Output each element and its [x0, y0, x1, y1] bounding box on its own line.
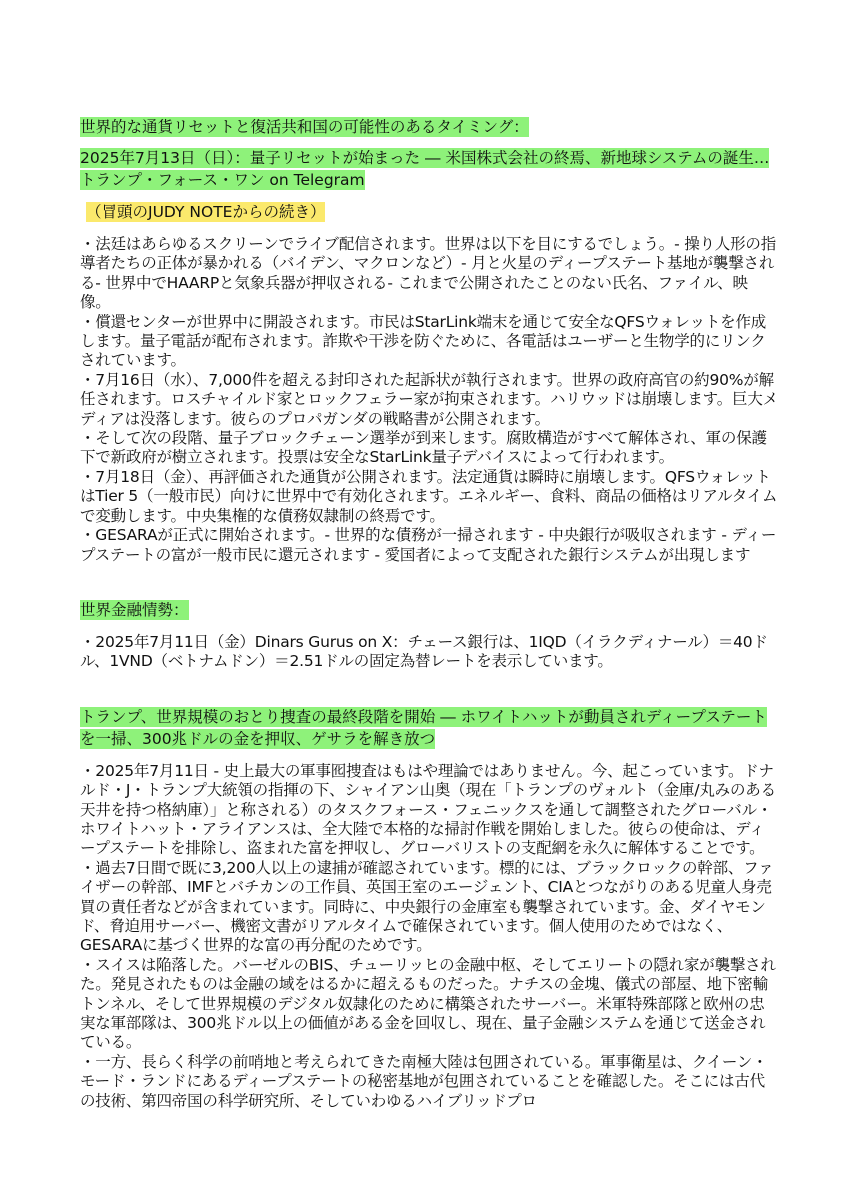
judy-note-label [80, 201, 778, 223]
paragraph: ・そして次の段階、量子ブロックチェーン選挙が到来します。腐敗構造がすべて解体され、軍の保護下で新政府が樹立されます。投票は安全なStarLink量子デバイスによって行われます。 [80, 429, 767, 467]
heading-quantum-reset [80, 147, 778, 191]
heading-trump-sting-text: トランプ、世界規模のおとり捜査の最終段階を開始 ― ホワイトハットが動員されディープステートを一掃、300兆ドルの金を押収、ゲサラを解き放つ [80, 707, 767, 748]
paragraph: ・過去7日間で既に3,200人以上の逮捕が確認されています。標的には、ブラックロックの幹部、ファイザーの幹部、IMFとバチカンの工作員、英国王室のエージェント、CIAとつながりのある児童人身売買の責任者などが含まれています。同時に、中央銀行の金庫室も襲撃されています。金、ダイヤモンド、脅迫用サーバー、機密文書がリアルタイムで確保されています。個人使用のためではなく、GESARAに基づく世界的な富の再分配のためです。 [80, 858, 774, 955]
heading-global-finance-text: 世界金融情勢： [80, 600, 189, 619]
paragraph: ・スイスは陥落した。バーゼルのBIS、チューリッヒの金融中枢、そしてエリートの隠れ家が襲撃された。発見されたものは金融の域をはるかに超えるものだった。ナチスの金塊、儀式の部屋、地下密輸トンネル、そして世界規模のデジタル奴隷化のために構築されたサーバー。米軍特殊部隊と欧州の忠実な軍部隊は、300兆ドル以上の価値がある金を回収し、現在、量子金融システムを通じて送金されている。 [80, 955, 776, 1052]
heading-currency-reset-text: 世界的な通貨リセットと復活共和国の可能性のあるタイミング： [80, 118, 529, 136]
paragraph: ・7月16日（水）、7,000件を超える封印された起訴状が執行されます。世界の政府高官の約90%が解任されます。ロスチャイルド家とロックフェラー家が拘束されます。ハリウッドは崩壊します。巨大メディアは没落します。彼らのプロパガンダの戦略書が公開されます。 [80, 370, 778, 428]
paragraph: ・償還センターが世界中に開設されます。市民はStarLink端末を通じて安全なQFSウォレットを作成します。量子電話が配布されます。詐欺や干渉を防ぐために、各電話はユーザーと生物学的にリンクされています。 [80, 312, 767, 370]
heading-global-finance [80, 599, 778, 621]
heading-quantum-reset-text: 2025年7月13日（日）：量子リセットが始まった ― 米国株式会社の終焉、新地球システムの誕生…トランプ・フォース・ワン on Telegram [80, 149, 770, 189]
paragraph: ・2025年7月11日 - 史上最大の軍事囮捜査はもはや理論ではありません。今、起こっています。ドナルド・J・トランプ大統領の指揮の下、シャイアン山奥（現在「トランプのヴォルト（金庫/丸みのある天井を持つ格納庫）」と称される）のタスクフォース・フェニックスを通して調整されたグローバル・ホワイトハット・アライアンスは、全大陸で本格的な掃討作戦を開始しました。彼らの使命は、ディープステートを排除し、盗まれた富を押収し、グローバリストの支配網を永久に解体することです。 [80, 761, 776, 858]
section-reset-details [80, 235, 778, 565]
heading-trump-sting [80, 706, 778, 750]
paragraph: ・7月18日（金）、再評価された通貨が公開されます。法定通貨は瞬時に崩壊します。QFSウォレットはTier 5（一般市民）向けに世界中で有効化されます。エネルギー、食料、商品の価格はリアルタイムで変動します。中央集権的な債務奴隷制の終焉です。 [80, 467, 778, 525]
section-sting-details [80, 762, 778, 1111]
section-finance-details [80, 633, 778, 672]
judy-note-text: （冒頭のJUDY NOTEからの続き） [86, 203, 326, 221]
paragraph: ・一方、長らく科学の前哨地と考えられてきた南極大陸は包囲されている。軍事衛星は、クイーン・モード・ランドにあるディープステートの秘密基地が包囲されていることを確認した。そこには古代の技術、第四帝国の科学研究所、そしていわゆるハイブリッドプロ [80, 1052, 768, 1110]
paragraph: ・2025年7月11日（金）Dinars Gurus on X：チェース銀行は、1IQD（イラクディナール）＝40ドル、1VND（ベトナムドン）＝2.51ドルの固定為替レートを表示しています。 [80, 632, 768, 671]
paragraph: ・法廷はあらゆるスクリーンでライブ配信されます。世界は以下を目にするでしょう。- 操り人形の指導者たちの正体が暴かれる（バイデン、マクロンなど）- 月と火星のディープステート基地が襲撃される- 世界中でHAARPと気象兵器が押収される- これまで公開されたことのない氏名、ファイル、映像。 [80, 235, 776, 312]
paragraph: ・GESARAが正式に開始されます。- 世界的な債務が一掃されます - 中央銀行が吸収されます - ディープステートの富が一般市民に還元されます - 愛国者によって支配された銀行システムが出現します [80, 526, 777, 564]
heading-currency-reset [80, 116, 778, 138]
